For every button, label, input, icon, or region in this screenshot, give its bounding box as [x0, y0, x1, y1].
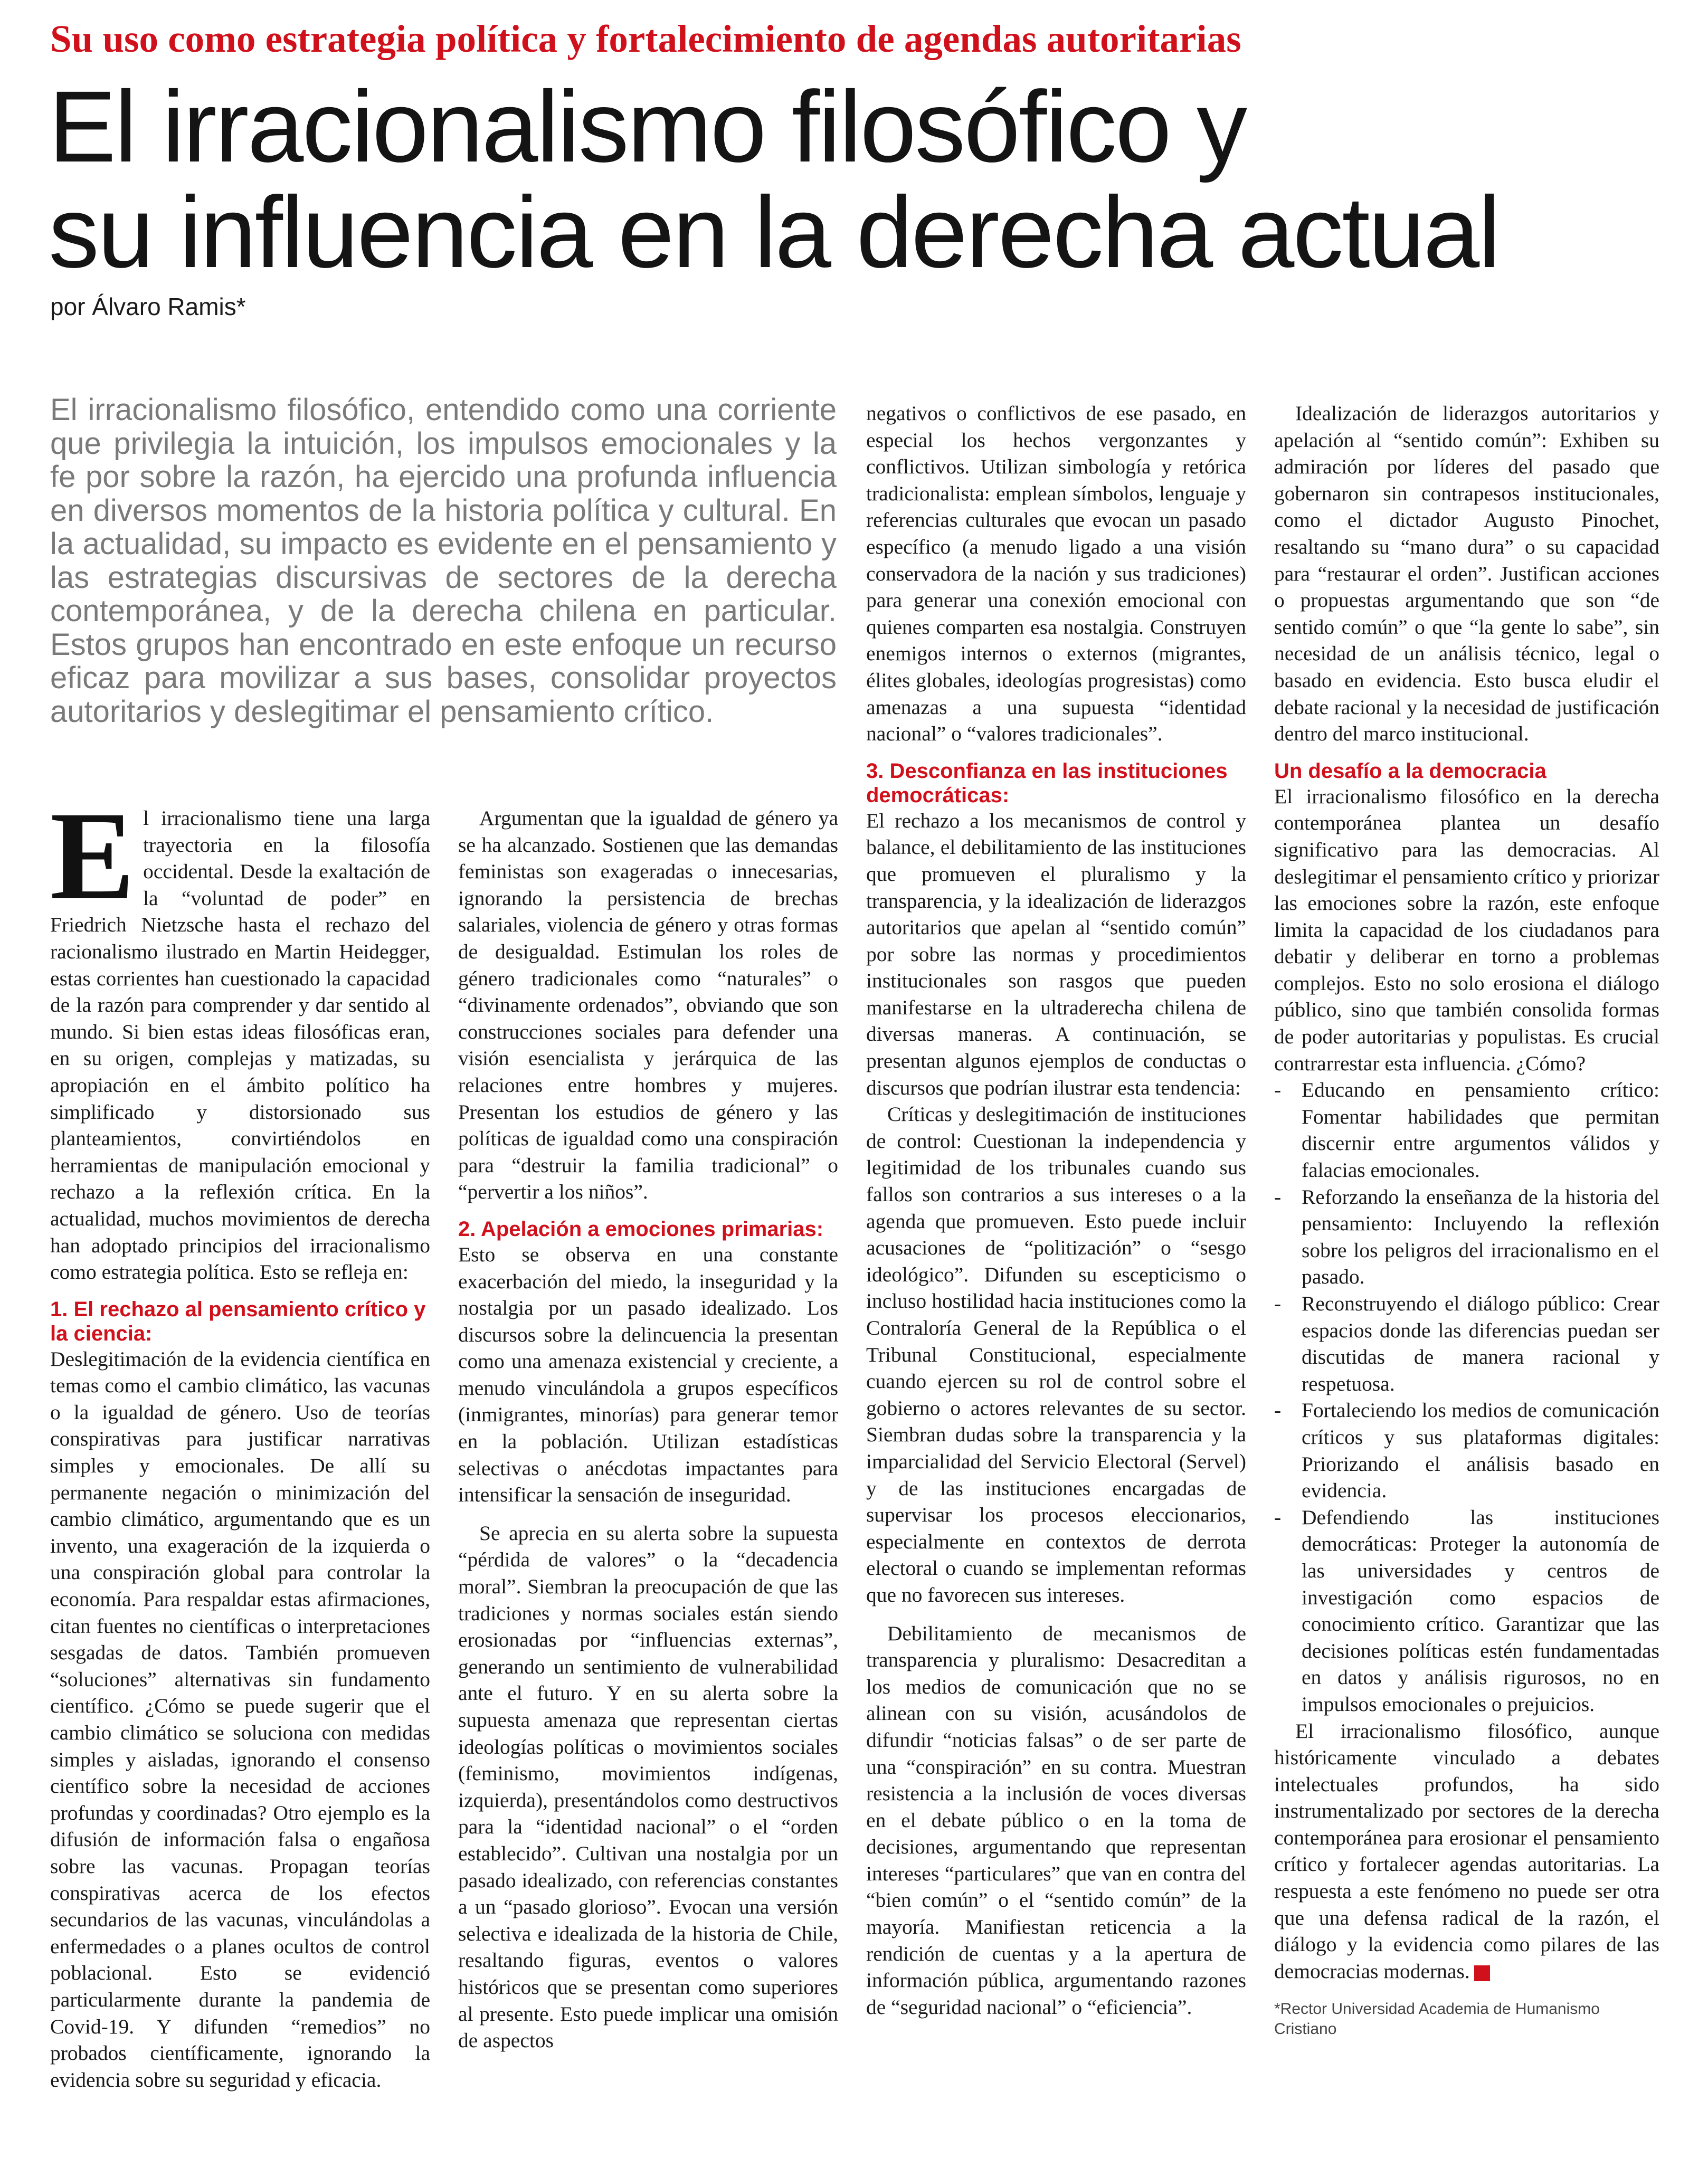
section-heading-4: Un desafío a la democracia	[1274, 759, 1546, 783]
lead-paragraph: El irracionalismo filosófico, entendido como una corriente que privilegia la intuición, los impulsos emocionales y la fe por sobre la razón, ha ejercido una profunda influencia en diversos momentos de la historia política y cultural. En la actualidad, su impacto es evidente en el pensamiento y las estrategias discursivas de sectores de la derecha contemporánea, y de la derecha chilena en particular. Estos grupos han encontrado en este enfoque un recurso eficaz para movilizar a sus bases, consolidar proyectos autoritarios y deslegitimar el pensamiento crítico.	[50, 393, 837, 729]
section-heading-1: 1. El rechazo al pensamiento crítico y la ciencia:	[50, 1297, 426, 1345]
leadership-paragraph: Idealización de liderazgos autoritarios y apelación al “sentido común”: Exhiben su admiración por líderes del pasado que gobernaron sin contrapesos institucionales, como el dictador Augusto Pinochet, resaltando su “mano dura” o su capacidad para “restaurar el orden”. Justifican acciones o propuestas argumentando que son “de sentido común” o que “la gente lo sabe”, sin necesidad de un análisis técnico, legal o basado en evidencia. Esto busca eludir el debate racional y la necesidad de justificación dentro del marco institucional.	[1274, 402, 1659, 746]
challenge-paragraph: El irracionalismo filosófico en la derecha contemporánea plantea un desafío significativo para las democracias. Al deslegitimar el pensamiento crítico y priorizar las emociones sobre la razón, este enfoque limita la capacidad de los ciudadanos para debatir y deliberar en torno a problemas complejos. Esto no solo erosiona el diálogo público, sino que también consolida formas de poder autoritarias y populistas. Es crucial contrarrestar esta influencia. ¿Cómo?	[1274, 784, 1659, 1075]
list-item: - Educando en pensamiento crítico: Fomentar habilidades que permitan discernir entre argumentos válidos y falacias emocionales.	[1274, 1077, 1659, 1183]
intro-paragraph	[50, 785, 430, 1286]
nostalgia-paragraph: negativos o conflictivos de ese pasado, en especial los hechos vergonzantes y conflictivos. Utilizan simbología y retórica tradicionalista: emplean símbolos, lenguaje y referencias culturales que evocan un pasado específico (a menudo ligado a una visión conservadora de la nación y sus tradiciones) para generar una conexión emocional con quienes comparten esa nostalgia. Construyen enemigos internos o externos (migrantes, élites globales, ideologías progresistas) como amenazas a una supuesta “identidad nacional” o “valores tradicionales”.	[866, 402, 1246, 746]
column-2	[458, 805, 838, 2054]
column-3	[866, 400, 1246, 2020]
headline-line-2: su influencia en la derecha actual	[49, 175, 1499, 289]
section-heading-2: 2. Apelación a emociones primarias:	[458, 1217, 824, 1241]
byline: por Álvaro Ramis*	[50, 293, 246, 320]
section-1-paragraph: Deslegitimación de la evidencia científica en temas como el cambio climático, las vacunas o la igualdad de género. Uso de teorías conspirativas para justificar narrativas simples y emocionales. De allí su permanente negación o minimización del cambio climático, argumentando que es un invento, una exageración de la izquierda o una conspiración global para controlar la economía. Para respaldar estas afirmaciones, citan fuentes no científicas o interpretaciones sesgadas de datos. También promueven “soluciones” alternativas sin fundamento científico. ¿Cómo se puede sugerir que el cambio climático se soluciona con medidas simples y aisladas, ignorando el consenso científico sobre la necesidad de acciones profundas y coordinadas? Otro ejemplo es la difusión de información falsa o engañosa sobre las vacunas. Propagan teorías conspirativas acerca de los efectos secundarios de las vacunas, vinculándolas a enfermedades o a planes ocultos de control poblacional. Esto se evidenció particularmente durante la pandemia de Covid-19. Y difunden “remedios” no probados científicamente, ignorando la evidencia sobre su seguridad y eficacia.	[50, 1347, 430, 2092]
drop-cap: E	[50, 785, 135, 926]
section-2-paragraph: Esto se observa en una constante exacerbación del miedo, la inseguridad y la nostalgia por un pasado idealizado. Los discursos sobre la delincuencia la presentan como una amenaza existencial y creciente, a menudo vinculándola a grupos específicos (inmigrantes, minorías) para generar temor en la población. Utilizan estadísticas selectivas o anécdotas impactantes para intensificar la sensación de inseguridad.	[458, 1242, 838, 1507]
values-paragraph: Se aprecia en su alerta sobre la supuesta “pérdida de valores” o la “decadencia moral”. Siembran la preocupación de que las tradiciones y normas sociales están siendo erosionadas por “influencias externas”, generando un sentimiento de vulnerabilidad ante el futuro. Y en su alerta sobre la supuesta amenaza que representan ciertas ideologías políticas o movimientos sociales (feminismo, movimientos indígenas, izquierda), presentándolos como destructivos para la “identidad nacional” o el “orden establecido”. Cultivan una nostalgia por un pasado idealizado, con referencias constantes a un “pasado glorioso”. Evocan una versión selectiva e idealizada de la historia de Chile, resaltando figuras, eventos o valores históricos que se presentan como superiores al presente. Esto puede implicar una omisión de aspectos	[458, 1521, 838, 2052]
control-institutions-paragraph: Críticas y deslegitimación de instituciones de control: Cuestionan la independencia y legitimidad de los tribunales cuando sus fallos son contrarios a sus intereses o a la agenda que promueven. Esto puede incluir acusaciones de “politización” o “sesgo ideológico”. Difunden su escepticismo o incluso hostilidad hacia instituciones como la Contraloría General de la República o el Tribunal Constitucional, especialmente cuando ejercen su rol de control sobre el gobierno o actores relevantes de su sector. Siembran dudas sobre la transparencia y la imparcialidad del Servicio Electoral (Servel) y de las instituciones encargadas de supervisar los procesos eleccionarios, especialmente en contextos de derrota electoral o cuando se implementan reformas que no favorecen sus intereses.	[866, 1102, 1246, 1606]
gender-paragraph: Argumentan que la igualdad de género ya se ha alcanzado. Sostienen que las demandas feministas son exageradas o innecesarias, ignorando la persistencia de brechas salariales, violencia de género y otras formas de desigualdad. Estimulan los roles de género tradicionales como “naturales” o “divinamente ordenados”, obviando que son construcciones sociales para defender una visión esencialista y jerárquica de las relaciones entre hombres y mujeres. Presentan los estudios de género y las políticas de igualdad como una conspiración para “destruir la familia tradicional” o “pervertir a los niños”.	[458, 806, 838, 1204]
column-1	[50, 785, 430, 2093]
author-footnote: *Rector Universidad Academia de Humanismo Cristiano	[1274, 2000, 1600, 2038]
column-4	[1274, 400, 1659, 2039]
kicker: Su uso como estrategia política y fortalecimiento de agendas autoritarias	[50, 17, 1241, 60]
transparency-paragraph: Debilitamiento de mecanismos de transparencia y pluralismo: Desacreditan a los medios de comunicación que no se alinean con su visión, acusándolos de difundir “noticias falsas” o de ser parte de una “conspiración” en su contra. Muestran resistencia a la inclusión de voces diversas en el debate público o en la toma de decisiones, argumentando que representan intereses “particulares” que van en contra del “bien común” o el “sentido común” de la mayoría. Manifiestan reticencia a la rendición de cuentas y a la apertura de información pública, argumentando razones de “seguridad nacional” o “eficiencia”.	[866, 1621, 1246, 2019]
headline-line-1: El irracionalismo filosófico y	[49, 70, 1246, 183]
section-3-paragraph: El rechazo a los mecanismos de control y balance, el debilitamiento de las instituciones que promueven el pluralismo y la transparencia, y la idealización de liderazgos autoritarios que apelan al “sentido común” por sobre las normas y procedimientos institucionales son rasgos que pueden manifestarse en la ultraderecha chilena de diversas maneras. A continuación, se presentan algunos ejemplos de conductas o discursos que podrían ilustrar esta tendencia:	[866, 809, 1246, 1099]
conclusion-paragraph	[1274, 1718, 1659, 1985]
end-mark-icon	[1474, 1965, 1490, 1981]
list-item: - Reconstruyendo el diálogo público: Crear espacios donde las diferencias puedan ser discutidas de manera racional y respetuosa.	[1274, 1290, 1659, 1397]
intro-text: l irracionalismo tiene una larga trayectoria en la filosofía occidental. Desde la exaltación de la “voluntad de poder” en Friedrich Nietzsche hasta el rechazo del racionalismo ilustrado en Martin Heidegger, estas corrientes han cuestionado la capacidad de la razón para comprender y dar sentido al mundo. Si bien estas ideas filosóficas eran, en su origen, complejas y matizadas, su apropiación en el ámbito político ha simplificado y distorsionado sus planteamientos, convirtiéndolos en herramientas de manipulación emocional y rechazo a la reflexión crítica. En la actualidad, muchos movimientos de derecha han adoptado principios del irracionalismo como estrategia política. Esto se refleja en:	[50, 806, 430, 1284]
list-item: - Reforzando la enseñanza de la historia del pensamiento: Incluyendo la reflexión sobre los peligros del irracionalismo en el pasado.	[1274, 1184, 1659, 1290]
conclusion-text: El irracionalismo filosófico, aunque históricamente vinculado a debates intelectuales profundos, ha sido instrumentalizado por sectores de la derecha contemporánea para erosionar el pensamiento crítico y fortalecer agendas autoritarias. La respuesta a este fenómeno no puede ser otra que una defensa radical de la razón, el diálogo y la evidencia como pilares de las democracias modernas.	[1274, 1719, 1659, 1983]
list-item: - Defendiendo las instituciones democráticas: Proteger la autonomía de las universidades y centros de investigación como espacios de conocimiento crítico. Garantizar que las decisiones políticas estén fundamentadas en datos y análisis rigurosos, no en impulsos emocionales o prejuicios.	[1274, 1504, 1659, 1718]
section-heading-3: 3. Desconfianza en las instituciones democráticas:	[866, 759, 1228, 807]
list-item: - Fortaleciendo los medios de comunicación críticos y sus plataformas digitales: Priorizando el análisis basado en evidencia.	[1274, 1397, 1659, 1504]
headline	[49, 70, 1685, 289]
